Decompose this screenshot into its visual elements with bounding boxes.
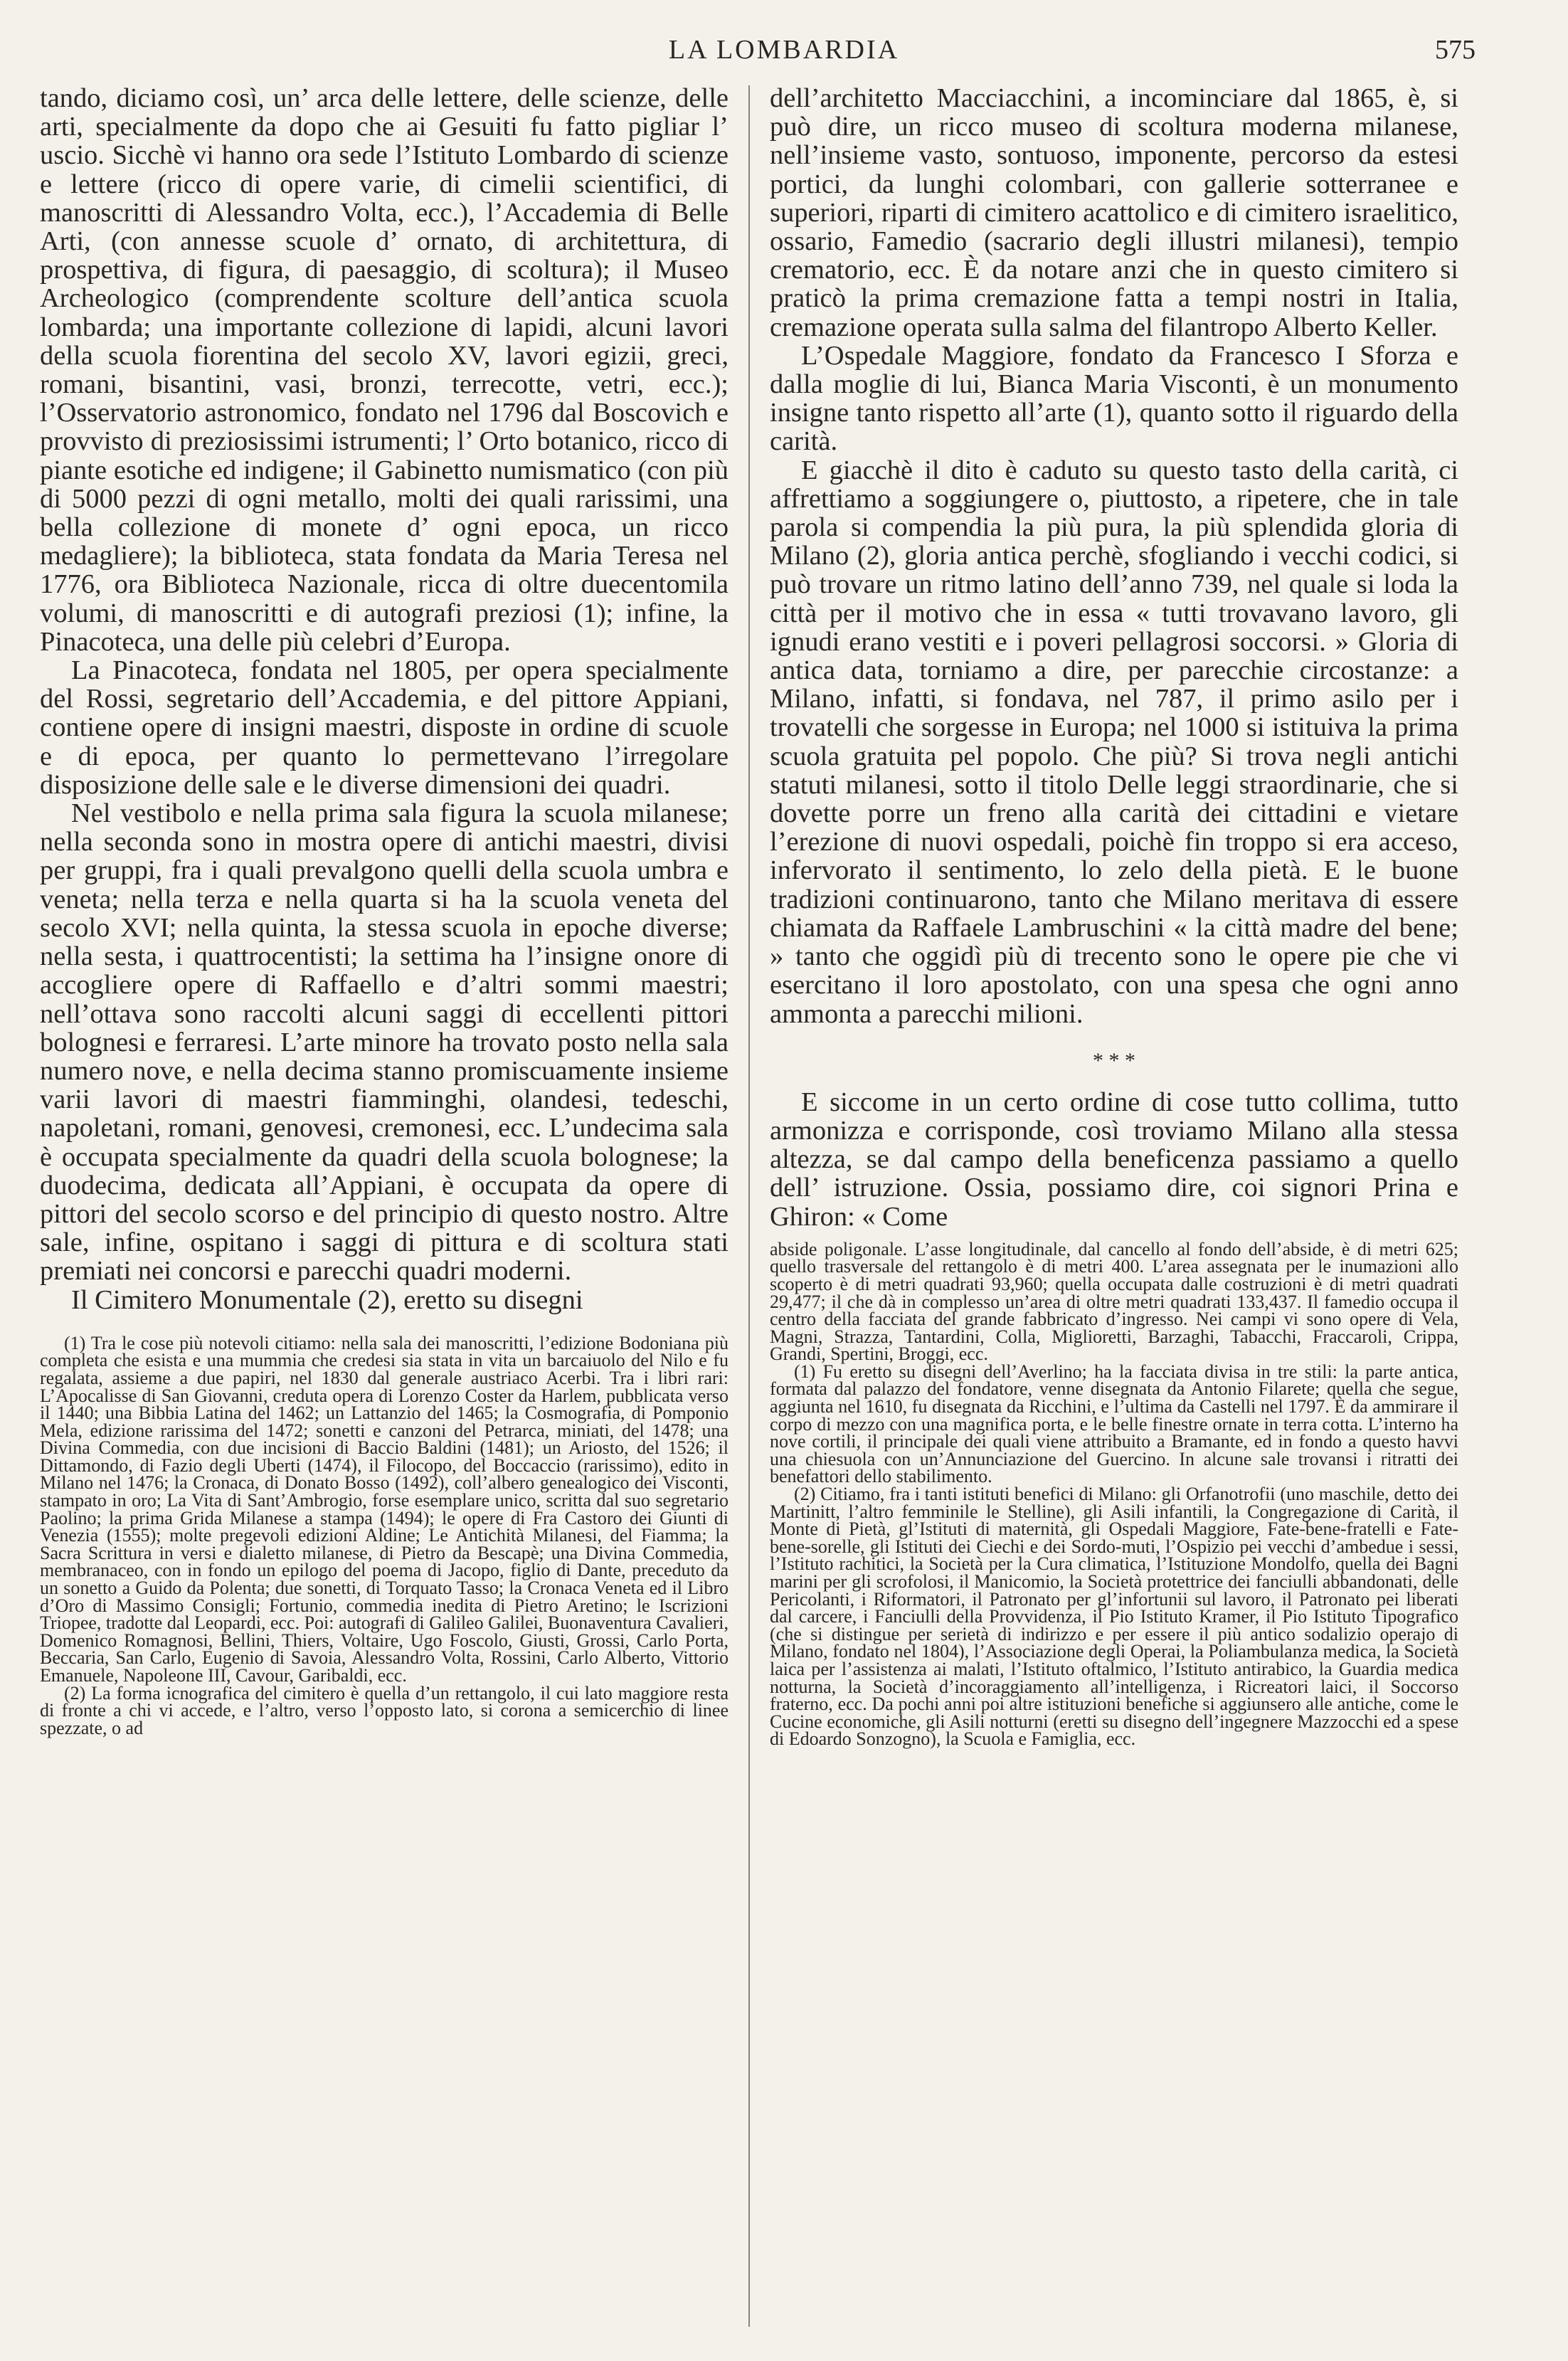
- footnote: (2) Citiamo, fra i tanti istituti benefici di Milano: gli Orfanotrofii (uno maschile, detto dei Martinitt, l’altro femminile le Stelline), gli Asili infantili, la Congregazione di Carità, il Monte di Pietà, gl’Istituti di maternità, gli Ospedali Maggiore, Fate-bene-fratelli e Fate-bene-sorelle, gli Istituti dei Ciechi e dei Sordo-muti, l’Ospizio pei vecchi d’ambedue i sessi, l’Istituto rachitici, la Società per la Cura climatica, l’Istituzione Mondolfo, quella dei Bagni marini per gli scrofolosi, il Manicomio, la Società protettrice dei fanciulli abbandonati, delle Pericolanti, i Riformatori, il Patronato per gl’infortunii sul lavoro, il Patronato pei liberati dal carcere, i Fanciulli della Provvidenza, il Pio Istituto Kramer, il Pio Istituto Tipografico (che si distingue per serietà di indirizzo e per essere il più antico sodalizio operajo di Milano, fondato nel 1804), l’Associazione degli Operai, la Poliambulanza medica, la Società laica per l’assistenza ai malati, l’Istituto oftalmico, l’Istituto antirabico, la Guardia medica notturna, la Società d’incoraggiamento all’intelligenza, i Ricreatori laici, il Soccorso fraterno, ecc. Da pochi anni poi altre istituzioni benefiche si aggiunsero alle antiche, come le Cucine economiche, gli Asili notturni (eretti su disegno dell’ingegnere Mazzocchi ed a spese di Edoardo Sonzogno), la Scuola e Famiglia, ecc.: [770, 1484, 1458, 1750]
- right-column: [770, 84, 1458, 1748]
- paragraph: E giacchè il dito è caduto su questo tasto della carità, ci affrettiamo a soggiungere o, piuttosto, a ripetere, che in tale parola si compendia la più pura, la più splendida gloria di Milano (2), gloria antica perchè, sfogliando i vecchi codici, si può trovare un ritmo latino dell’anno 739, nel quale si loda la città per il motivo che in essa « tutti trovavano lavoro, gli ignudi erano vestiti e i poveri pellagrosi soccorsi. » Gloria di antica data, torniamo a dire, per parecchie circostanze: a Milano, infatti, si fondava, nel 787, il primo asilo per i trovatelli che sorgesse in Europa; nel 1000 si istituiva la prima scuola gratuita pel popolo. Che più? Si trova negli antichi statuti milanesi, sotto il titolo Delle leggi straordinarie, che si dovette porre un freno alla carità dei cittadini e vietare l’erezione di nuovi ospedali, poichè fin troppo si era acceso, infervorato il sentimento, lo zelo della pietà. E le buone tradizioni continuarono, tanto che Milano meritava di essere chiamata da Raffaele Lambruschini « la città madre del bene; » tanto che oggidì più di trecento sono le opere pie che vi esercitano il loro apostolato, con una spesa che ogni anno ammonta a parecchi milioni.: [770, 455, 1458, 1029]
- left-column: [40, 84, 729, 1737]
- right-footnotes: [770, 1238, 1458, 1750]
- section-break: * * *: [1093, 1048, 1135, 1072]
- left-footnotes: [40, 1334, 729, 1738]
- column-rule: [748, 85, 750, 2327]
- page-number: 575: [1435, 35, 1476, 65]
- running-title: LA LOMBARDIA: [668, 35, 900, 65]
- paragraph: Nel vestibolo e nella prima sala figura la scuola milanese; nella seconda sono in mostra opere di antichi maestri, divisi per gruppi, fra i quali prevalgono quelli della scuola umbra e veneta; nella terza e nella quarta si ha la scuola veneta del secolo XVI; nella quinta, la stessa scuola in epoche diverse; nella sesta, i quattrocentisti; la settima ha l’insigne onore di accogliere opere di Raffaello e d’altri sommi maestri; nell’ottava sono raccolti alcuni saggi di eccellenti pittori bolognesi e ferraresi. L’arte minore ha trovato posto nella sala numero nove, e nella decima stanno promiscuamente insieme varii lavori di maestri fiamminghi, olandesi, tedeschi, napoletani, romani, genovesi, cremonesi, ecc. L’undecima sala è occupata specialmente da quadri della scuola bolognese; la duodecima, dedicata all’Appiani, è occupata da opere di pittori del secolo scorso e del principio di questo nostro. Altre sale, infine, ospitano i saggi di pittura e di scoltura stati premiati nei concorsi e parecchi quadri moderni.: [40, 798, 729, 1287]
- left-body-text: [40, 84, 729, 1314]
- footnote: (1) Tra le cose più notevoli citiamo: nella sala dei manoscritti, l’edizione Bodoniana più completa che esista e una mummia che credesi sia stata in vita un barcaiuolo del Nilo e fu regalata, assieme a due papiri, nel 1830 dal generale austriaco Acerbi. Tra i libri rari: L’Apocalisse di San Giovanni, creduta opera di Lorenzo Coster da Harlem, pubblicata verso il 1440; una Bibbia Latina del 1462; un Lattanzio del 1465; la Cosmografia, di Pomponio Mela, edizione rarissima del 1472; sonetti e canzoni del Petrarca, miniati, del 1478; una Divina Commedia, con due incisioni di Baccio Baldini (1481); un Ariosto, del 1526; il Dittamondo, di Fazio degli Uberti (1474), il Filocopo, del Boccaccio (rarissimo), edito in Milano nel 1476; la Cronaca, di Donato Bosso (1492), coll’albero genealogico dei Visconti, stampato in oro; La Vita di Sant’Ambrogio, forse esemplare unico, scritta dal suo segretario Paolino; la prima Grida Milanese a stampa (1494); le opere di Fra Castoro dei Giunti di Venezia (1555); molte pregevoli edizioni Aldine; Le Antichità Milanesi, del Fiamma; la Sacra Scrittura in versi e dialetto milanese, di Pietro da Bescapè; una Divina Commedia, membranaceo, con in fondo un epilogo del poema di Jacopo, figlio di Dante, preceduto da un sonetto a Guido da Polenta; due sonetti, di Torquato Tasso; la Cronaca Veneta ed il Libro d’Oro di Massimo Consigli; Fortunio, commedia inedita di Pietro Aretino; le Iscrizioni Triopee, tradotte dal Leopardi, ecc. Poi: autografi di Galileo Galilei, Buonaventura Cavalieri, Domenico Romagnosi, Bellini, Thiers, Voltaire, Ugo Foscolo, Giusti, Grossi, Carlo Porta, Beccaria, San Carlo, Eugenio di Savoia, Alessandro Volta, Rossini, Carlo Alberto, Vittorio Emanuele, Napoleone III, Cavour, Garibaldi, ecc.: [40, 1332, 729, 1686]
- footnote: (1) Fu eretto su disegni dell’Averlino; ha la facciata divisa in tre stili: la parte antica, formata dal palazzo del fondatore, venne disegnata da Antonio Filarete; quella che segue, aggiunta nel 1610, fu disegnata da Ricchini, e l’ultima da Castelli nel 1797. È da ammirare il corpo di mezzo con una magnifica porta, e le belle finestre ornate in terra cotta. L’interno ha nove cortili, il principale dei quali viene attribuito a Bramante, ed in fondo a questo havvi una chiesuola con un’Annunciazione del Guercino. In alcune sale trovansi i ritratti dei benefattori dello stabilimento.: [770, 1361, 1458, 1487]
- paragraph: Il Cimitero Monumentale (2), eretto su disegni: [71, 1284, 583, 1315]
- paragraph: L’Ospedale Maggiore, fondato da Francesco I Sforza e dalla moglie di lui, Bianca Maria Visconti, è un monumento insigne tanto rispetto all’arte (1), quanto sotto il riguardo della carità.: [770, 340, 1458, 457]
- paragraph: E siccome in un certo ordine di cose tutto collima, tutto armonizza e corrisponde, così troviamo Milano alla stessa altezza, se dal campo della beneficenza passiamo a quello dell’ istruzione. Ossia, possiamo dire, coi signori Prina e Ghiron: « Come: [770, 1087, 1458, 1232]
- page-header: [0, 34, 1568, 77]
- footnote: (2) La forma icnografica del cimitero è quella d’un rettangolo, il cui lato maggiore resta di fronte a chi vi accede, e l’altro, verso l’opposto lato, si corona a semicerchio di linee spezzate, o ad: [40, 1682, 729, 1738]
- paragraph: dell’architetto Macciacchini, a incominciare dal 1865, è, si può dire, un ricco museo di scoltura moderna milanese, nell’insieme vasto, sontuoso, imponente, percorso da estesi portici, da lunghi colombari, con gallerie sotterranee e superiori, riparti di cimitero acattolico e di cimitero israelitico, ossario, Famedio (sacrario degli illustri milanesi), tempio crematorio, ecc. È da notare anzi che in questo cimitero si praticò la prima cremazione fatta a tempi nostri in Italia, cremazione operata sulla salma del filantropo Alberto Keller.: [770, 83, 1458, 342]
- right-body-text: [770, 84, 1458, 1231]
- paragraph: La Pinacoteca, fondata nel 1805, per opera specialmente del Rossi, segretario dell’Accademia, e del pittore Appiani, contiene opere di insigni maestri, disposte in ordine di scuole e di epoca, per quanto lo permettevano l’irregolare disposizione delle sale e le diverse dimensioni dei quadri.: [40, 655, 729, 800]
- paragraph: tando, diciamo così, un’ arca delle lettere, delle scienze, delle arti, specialmente da dopo che ai Gesuiti fu fatto pigliar l’ uscio. Sicchè vi hanno ora sede l’Istituto Lombardo di scienze e lettere (ricco di opere varie, di cimelii scientifici, di manoscritti di Alessandro Volta, ecc.), l’Accademia di Belle Arti, (con annesse scuole d’ ornato, di architettura, di prospettiva, di figura, di paesaggio, di scoltura); il Museo Archeologico (comprendente scolture dell’antica scuola lombarda; una importante collezione di lapidi, alcuni lavori della scuola fiorentina del secolo XV, lavori egizii, greci, romani, bisantini, vasi, bronzi, terrecotte, vetri, ecc.); l’Osservatorio astronomico, fondato nel 1796 dal Boscovich e provvisto di preziosissimi istrumenti; l’ Orto botanico, ricco di piante esotiche ed indigene; il Gabinetto numismatico (con più di 5000 pezzi di ogni metallo, molti dei quali rarissimi, una bella collezione di monete d’ ogni epoca, un ricco medagliere); la biblioteca, stata fondata da Maria Teresa nel 1776, ora Biblioteca Nazionale, ricca di oltre duecentomila volumi, di manoscritti e di autografi preziosi (1); infine, la Pinacoteca, una delle più celebri d’Europa.: [40, 83, 729, 657]
- footnote: abside poligonale. L’asse longitudinale, dal cancello al fondo dell’abside, è di metri 625; quello trasversale del rettangolo è di metri 400. L’area assegnata per le inumazioni allo scoperto è di metri quadrati 93,960; quella occupata dalle costruzioni è di metri quadrati 29,477; il che dà in complesso un’area di oltre metri quadrati 133,437. Il famedio occupa il centro della facciata del grande fabbricato d’ingresso. Nei campi vi sono opere di Vela, Magni, Strazza, Tantardini, Colla, Miglioretti, Barzaghi, Tabacchi, Fraccaroli, Crippa, Grandi, Spertini, Broggi, ecc.: [770, 1238, 1458, 1365]
